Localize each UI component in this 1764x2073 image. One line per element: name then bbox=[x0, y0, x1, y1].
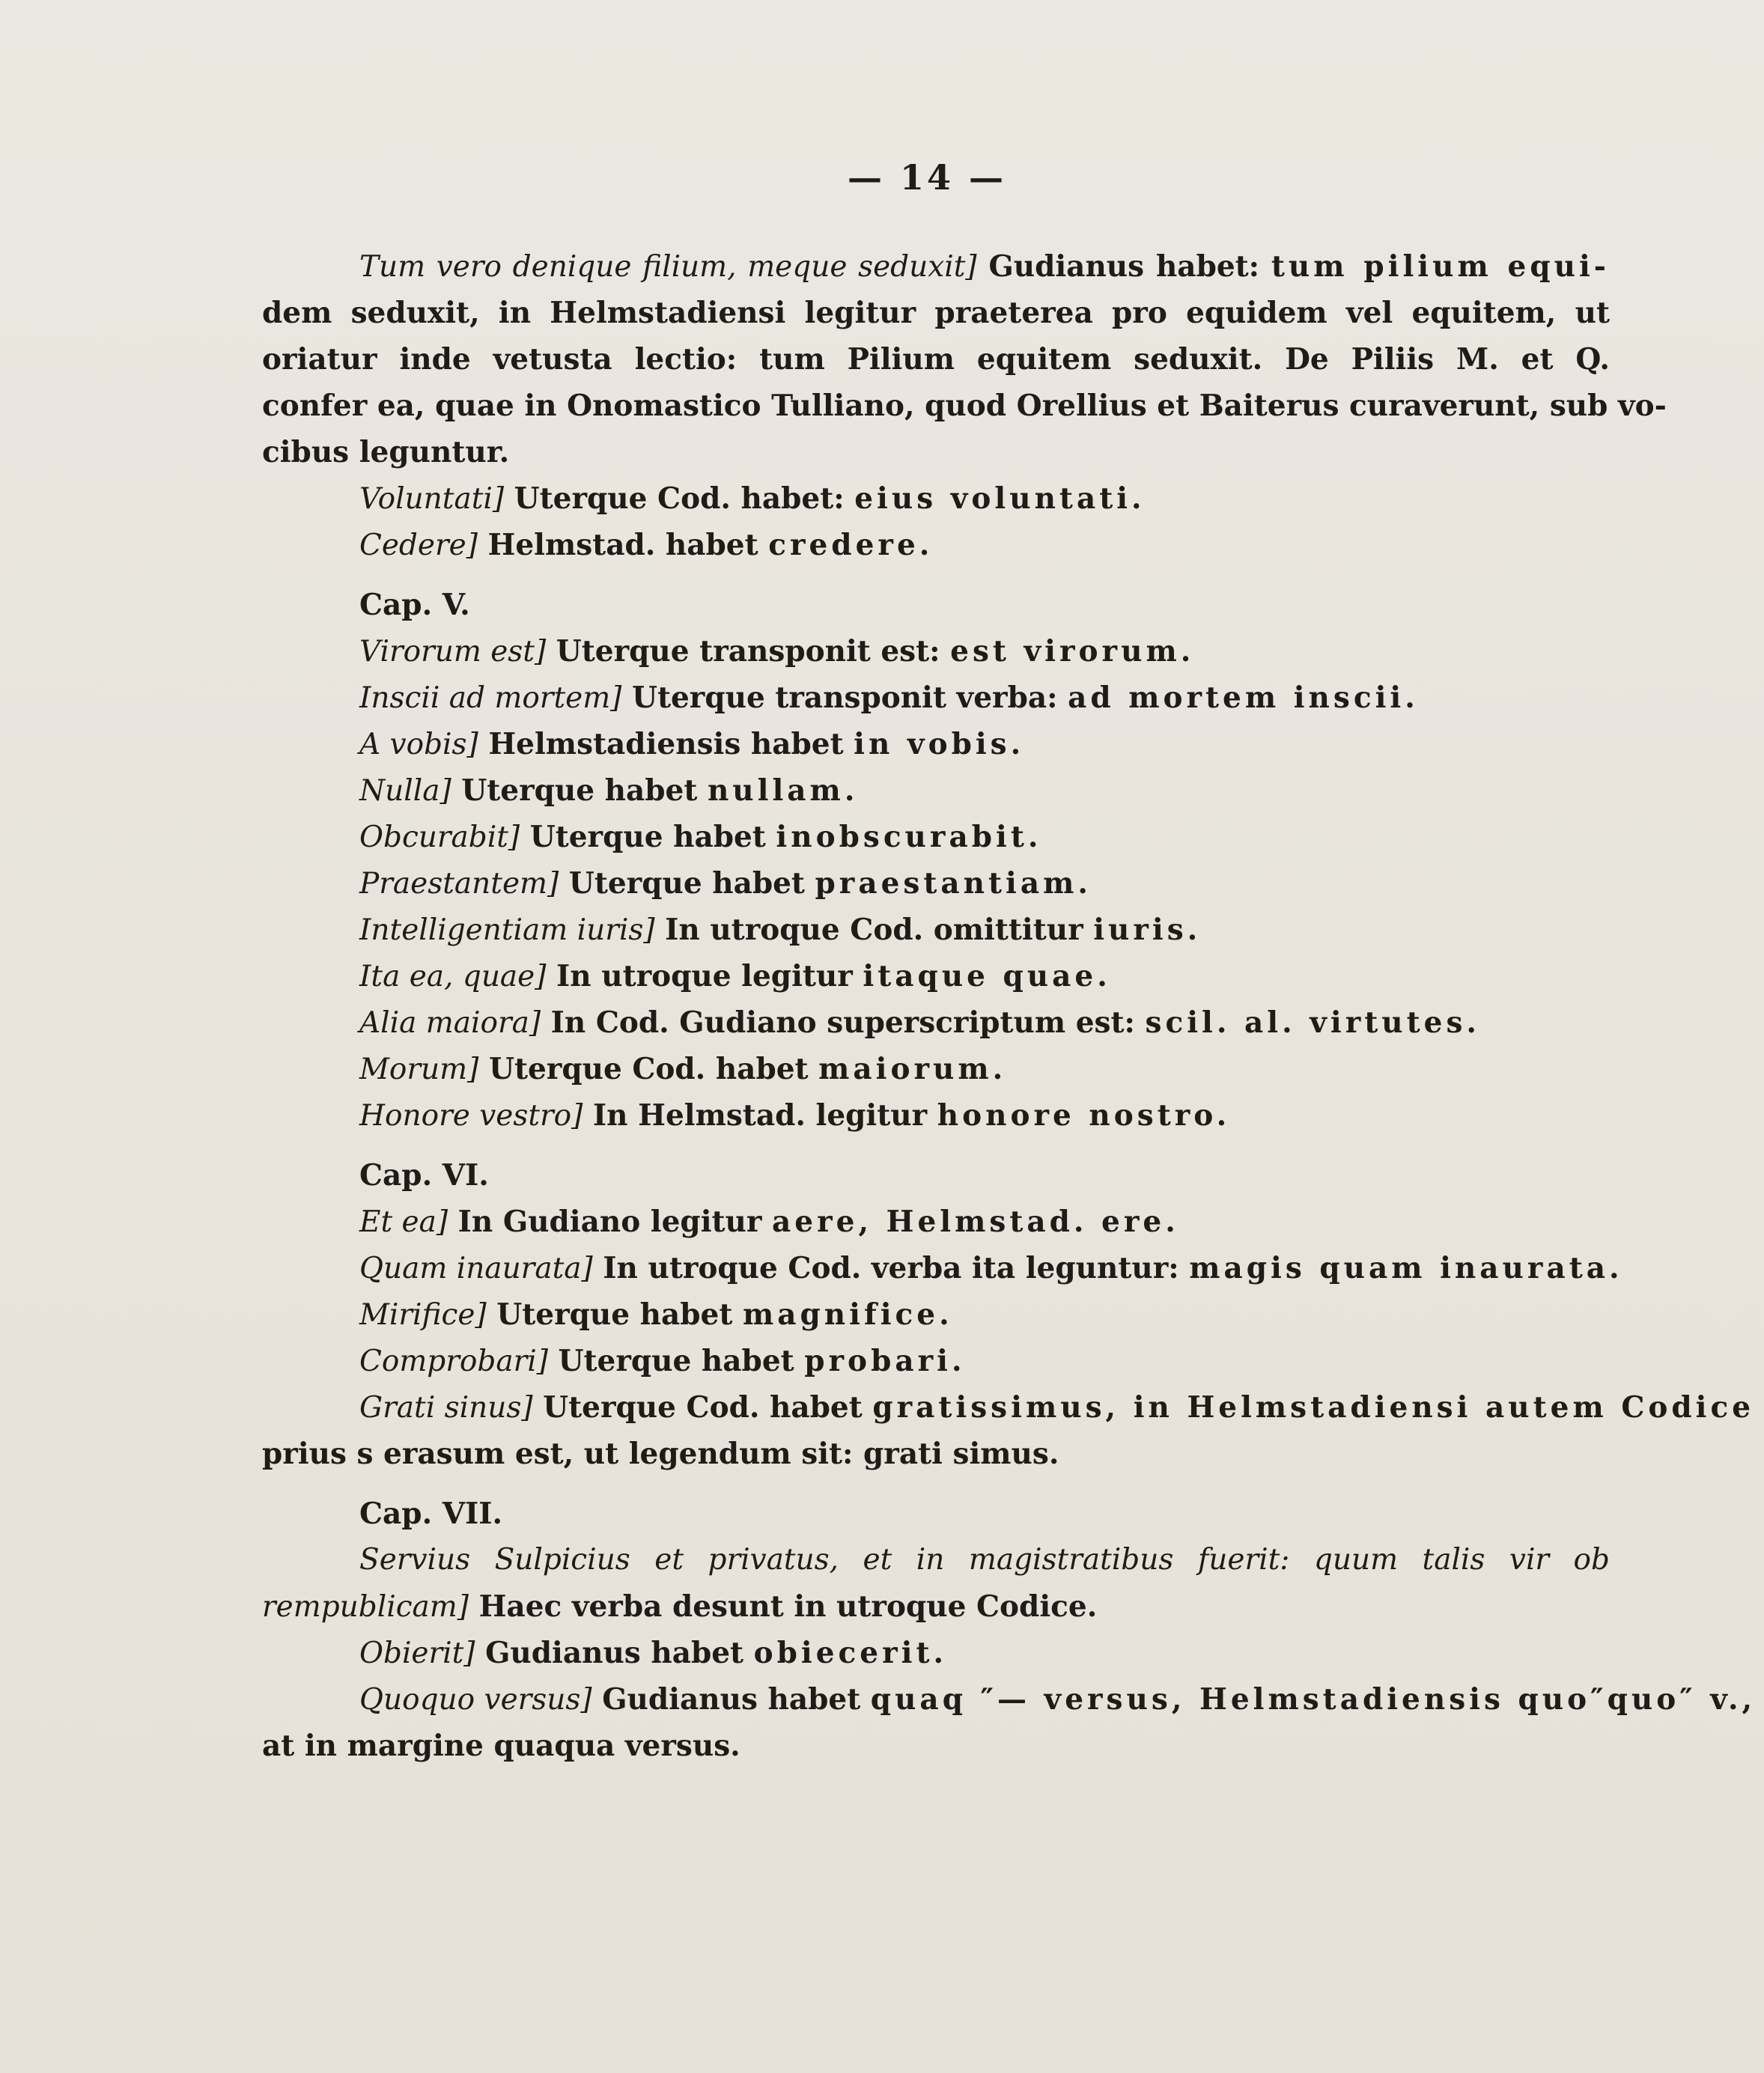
chapter-heading: Cap. VII. bbox=[359, 1497, 503, 1531]
text-line: dem seduxit, in Helmstadiensi legitur praeterea pro equidem vel equitem, ut bbox=[262, 296, 1610, 330]
text-line: Morum] Uterque Cod. habet maiorum. bbox=[359, 1052, 1007, 1086]
text-line: Grati sinus] Uterque Cod. habet gratissimus, in Helmstadiensi autem Codice bbox=[359, 1390, 1755, 1425]
note: Gudianus habet: bbox=[976, 249, 1271, 284]
chapter-heading: Cap. VI. bbox=[359, 1158, 489, 1193]
text-line: Ita ea, quae] In utroque legitur itaque quae. bbox=[359, 959, 1111, 993]
text-line: Virorum est] Uterque transponit est: est virorum. bbox=[359, 634, 1195, 669]
text-line: Voluntati] Uterque Cod. habet: eius voluntati. bbox=[359, 481, 1146, 516]
text-line: Servius Sulpicius et privatus, et in magistratibus fuerit: quum talis vir ob bbox=[359, 1543, 1610, 1577]
text-line: rempublicam] Haec verba desunt in utroque Codice. bbox=[262, 1589, 1098, 1624]
text-line: Et ea] In Gudiano legitur aere, Helmstad. ere. bbox=[359, 1205, 1179, 1239]
text-line: prius s erasum est, ut legendum sit: grati simus. bbox=[262, 1437, 1059, 1471]
text-line: Cedere] Helmstad. habet credere. bbox=[359, 528, 934, 562]
text-line: Obierit] Gudianus habet obiecerit. bbox=[359, 1636, 948, 1670]
reading: tum pilium equi- bbox=[1271, 249, 1610, 284]
text-line: cibus leguntur. bbox=[262, 435, 510, 469]
text-line: Quoquo versus] Gudianus habet quaq ″— versus, Helmstadiensis quo″quo″ v., bbox=[359, 1682, 1757, 1717]
text-line: Honore vestro] In Helmstad. legitur honore nostro. bbox=[359, 1098, 1231, 1133]
text-line: Obcurabit] Uterque habet inobscurabit. bbox=[359, 820, 1042, 854]
text-line: A vobis] Helmstadiensis habet in vobis. bbox=[359, 727, 1025, 761]
text-line: Quam inaurata] In utroque Cod. verba ita leguntur: magis quam inaurata. bbox=[359, 1251, 1623, 1285]
chapter-heading: Cap. V. bbox=[359, 588, 470, 622]
text-line: Nulla] Uterque habet nullam. bbox=[359, 773, 859, 808]
text-line: Praestantem] Uterque habet praestantiam. bbox=[359, 866, 1092, 901]
text-line bbox=[262, 243, 1610, 290]
text-line: confer ea, quae in Onomastico Tulliano, quod Orellius et Baiterus curaverunt, sub vo- bbox=[262, 389, 1667, 423]
text-line: Intelligentiam iuris] In utroque Cod. omittitur iuris. bbox=[359, 913, 1202, 947]
text-body bbox=[262, 243, 1757, 1769]
text-line: at in margine quaqua versus. bbox=[262, 1729, 740, 1763]
text-line: Mirifice] Uterque habet magnifice. bbox=[359, 1297, 953, 1332]
text-line: Inscii ad mortem] Uterque transponit verba: ad mortem inscii. bbox=[359, 681, 1419, 715]
page-number: — 14 — bbox=[847, 157, 1007, 198]
lemma: Tum vero denique filium, meque seduxit] bbox=[359, 250, 977, 284]
text-line: Alia maiora] In Cod. Gudiano superscriptum est: scil. al. virtutes. bbox=[359, 1005, 1481, 1040]
text-line: oriatur inde vetusta lectio: tum Pilium equitem seduxit. De Piliis M. et Q. bbox=[262, 342, 1610, 377]
text-line: Comprobari] Uterque habet probari. bbox=[359, 1344, 966, 1378]
